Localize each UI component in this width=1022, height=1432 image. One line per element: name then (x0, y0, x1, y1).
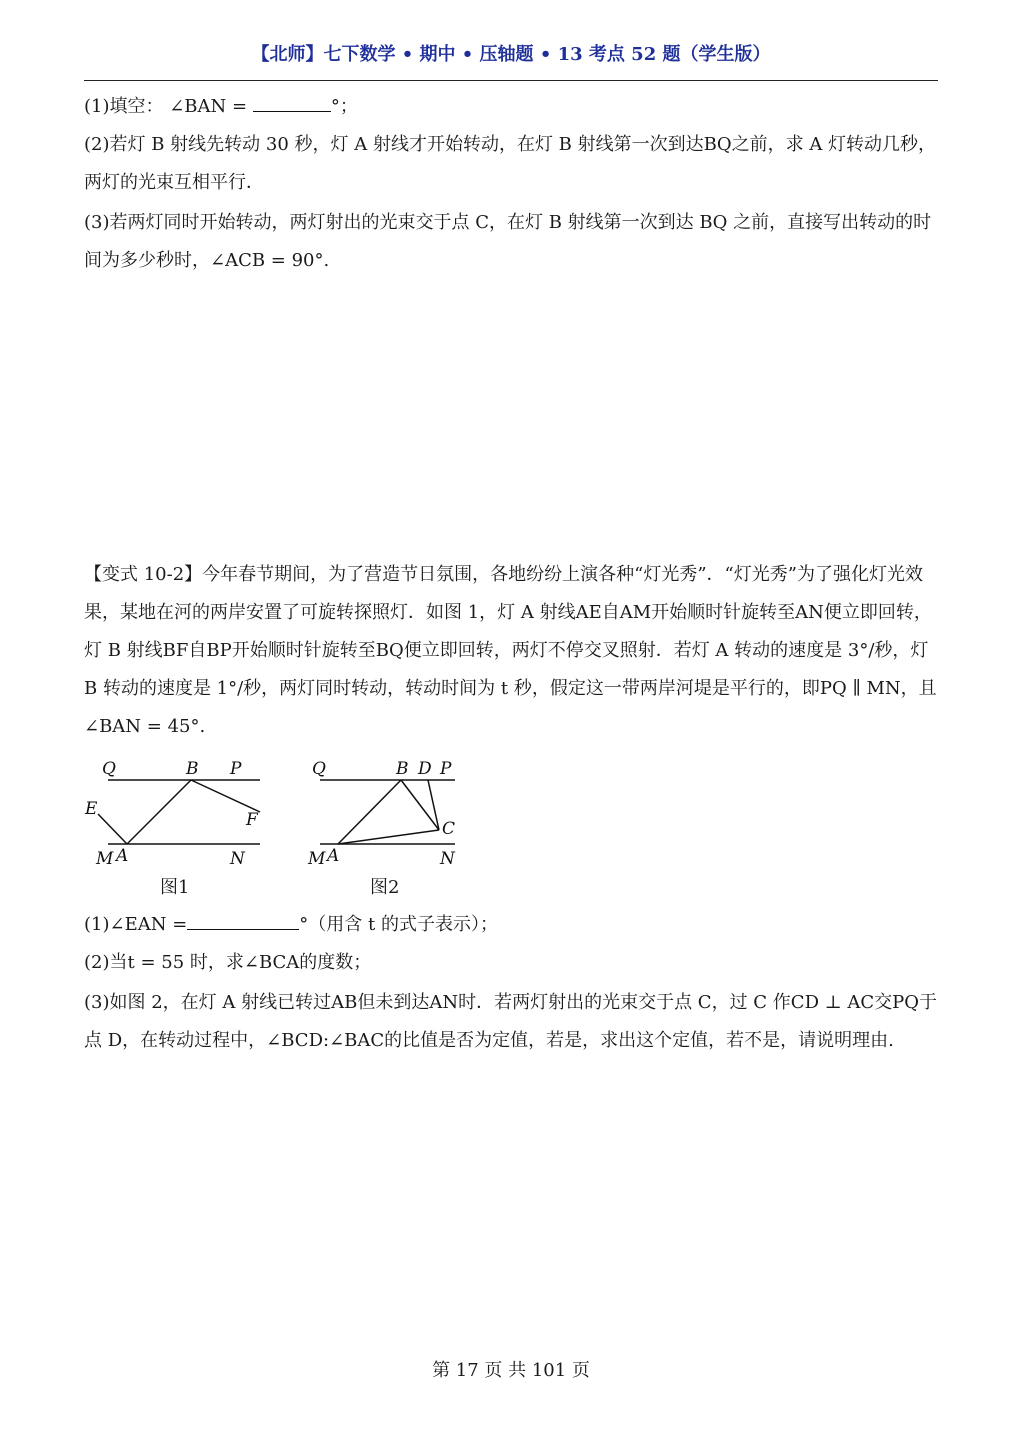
answer-blank (253, 89, 331, 112)
label-m: M (96, 849, 114, 869)
label-q: Q (312, 759, 326, 779)
ray-bf (191, 780, 260, 812)
label-b: B (186, 759, 199, 779)
label-c: C (442, 819, 456, 839)
q1-part1 (84, 88, 940, 126)
label-m: M (308, 849, 326, 869)
label-n: N (230, 849, 245, 869)
q2-part3: (3)如图 2，在灯 A 射线已转过AB但未到达AN时．若两灯射出的光束交于点 C，过 C 作CD ⊥ AC交PQ于点 D，在转动过程中，∠BCD:∠BAC的比值是否为定值，若是，求出这个定值，若不是，请说明理由. (84, 992, 938, 1051)
q2-intro: 【变式 10-2】今年春节期间，为了营造节日氛围，各地纷纷上演各种“灯光秀”．“灯光秀”为了强化灯光效果，某地在河的两岸安置了可旋转探照灯．如图 1，灯 A 射线AE自AM开始顺时针旋转至AN便立即回转，灯 B 射线BF自BP开始顺时针旋转至BQ便立即回转，两灯不停交叉照射．若灯 A 转动的速度是 3°/秒，灯 B 转动的速度是 1°/秒，两灯同时转动，转动时间为 t 秒，假定这一带两岸河堤是平行的，即PQ ∥ MN，且∠BAN = 45°. (84, 564, 937, 737)
q2-part2: (2)当t = 55 时，求∠BCA的度数； (84, 952, 372, 973)
answer-blank (187, 907, 299, 930)
q1-part2: (2)若灯 B 射线先转动 30 秒，灯 A 射线才开始转动，在灯 B 射线第一次到达BQ之前，求 A 灯转动几秒，两灯的光束互相平行． (84, 134, 937, 193)
label-p: P (230, 759, 242, 779)
q1-part1-text: (1)填空： ∠BAN = (84, 96, 253, 117)
figure-2-caption: 图2 (370, 877, 400, 898)
label-q: Q (102, 759, 116, 779)
label-a: A (116, 846, 129, 866)
q2-part1-suffix: °（用含 t 的式子表示）； (299, 914, 498, 935)
q2-part1-text: (1)∠EAN = (84, 914, 188, 935)
line-ac (338, 830, 439, 844)
page-header: 【北师】七下数学 • 期中 • 压轴题 • 13 考点 52 题（学生版） (251, 44, 771, 65)
figure-2 (290, 752, 490, 872)
label-a: A (327, 846, 340, 866)
label-e: E (85, 799, 98, 819)
label-n: N (440, 849, 455, 869)
figure-1-caption: 图1 (160, 877, 190, 898)
q1-part3: (3)若两灯同时开始转动，两灯射出的光束交于点 C，在灯 B 射线第一次到达 BQ 之前，直接写出转动的时间为多少秒时，∠ACB = 90°. (84, 212, 932, 271)
header-divider (84, 80, 938, 81)
q2-part1 (84, 906, 940, 944)
label-b: B (396, 759, 409, 779)
line-ab (127, 780, 191, 844)
label-f: F (246, 810, 258, 830)
ray-ae (98, 814, 127, 844)
q1-part1-suffix: °； (330, 96, 358, 117)
page-footer: 第 17 页 共 101 页 (432, 1360, 590, 1381)
line-ab (338, 780, 401, 844)
label-d: D (418, 759, 432, 779)
label-p: P (440, 759, 452, 779)
figure-1 (80, 752, 280, 872)
